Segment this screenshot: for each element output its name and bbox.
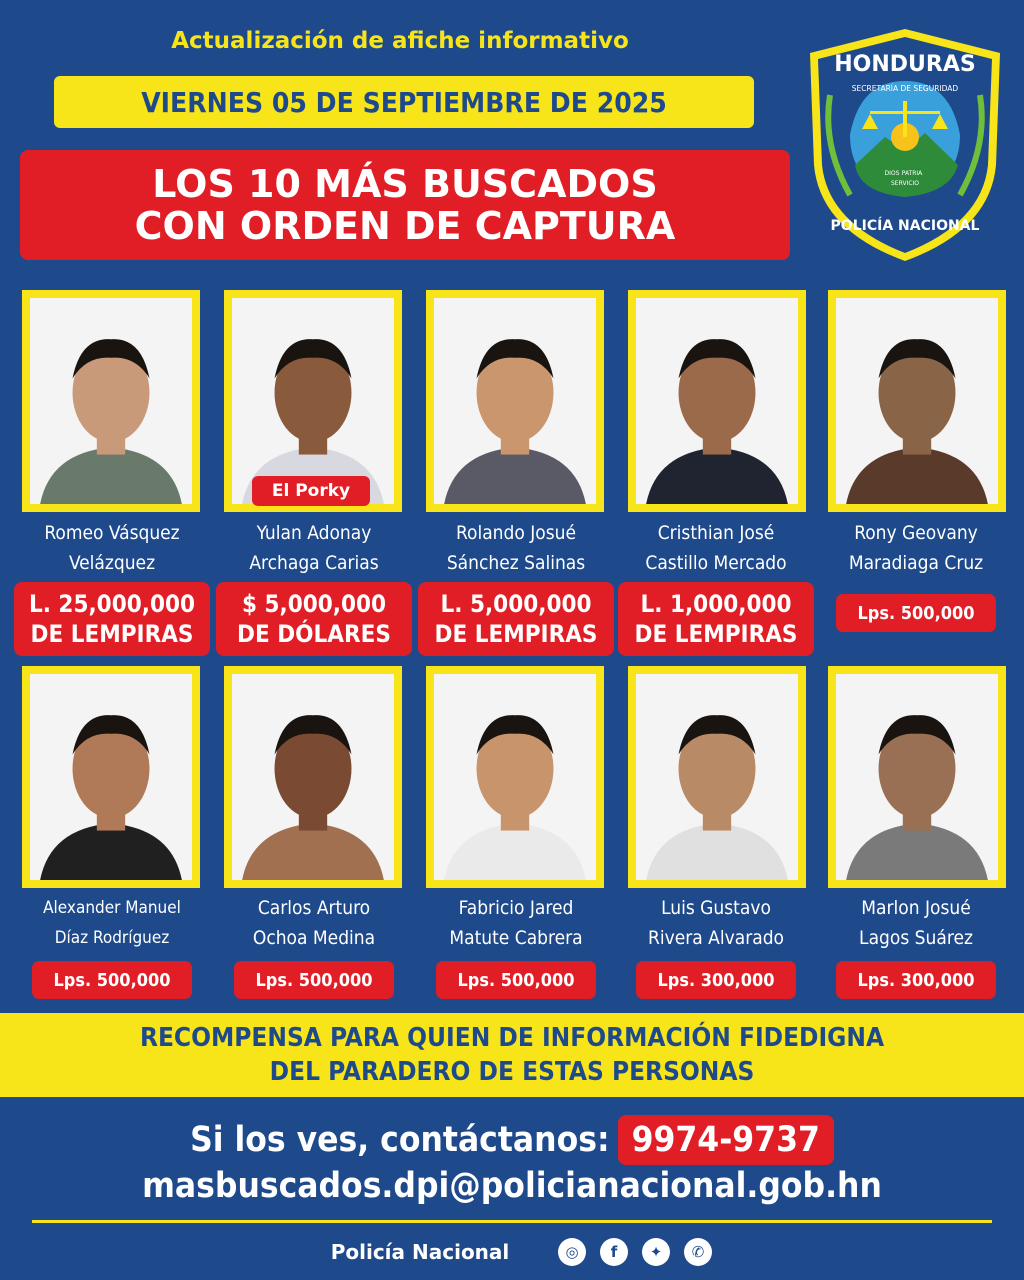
suspect-name-line-2: Archaga Carias — [249, 552, 379, 574]
title-line-2: CON ORDEN DE CAPTURA — [134, 204, 676, 248]
reward-badge: Lps. 500,000 — [32, 961, 192, 999]
suspect-photo-frame[interactable] — [628, 666, 806, 888]
reward-currency: DE DÓLARES — [237, 620, 391, 648]
suspect-name-line-2: Maradiaga Cruz — [848, 552, 984, 574]
instagram-icon[interactable]: ◎ — [558, 1238, 586, 1266]
footer-org-name: Policía Nacional — [330, 1240, 510, 1264]
poster-subtitle: Actualización de afiche informativo — [171, 28, 629, 54]
reward-amount: $ 5,000,000 — [241, 590, 387, 618]
reward-badge: Lps. 300,000 — [836, 961, 996, 999]
footer-divider — [32, 1220, 992, 1223]
suspect-photo-frame[interactable] — [224, 666, 402, 888]
suspect-name-line-1: Yulan Adonay — [256, 522, 372, 544]
suspect-name-line-1: Cristhian José — [657, 522, 775, 544]
badge-country: HONDURAS — [834, 52, 976, 77]
suspect-name — [12, 893, 212, 953]
suspect-name-line-2: Díaz Rodríguez — [54, 928, 170, 948]
suspect-name-line-1: Romeo Vásquez — [44, 522, 180, 544]
reward-badge: Lps. 500,000 — [436, 961, 596, 999]
twitter-icon[interactable]: ✦ — [642, 1238, 670, 1266]
suspect-name — [214, 893, 414, 953]
suspect-name-line-2: Ochoa Medina — [252, 927, 376, 949]
title-banner — [20, 150, 790, 260]
police-badge-logo — [800, 25, 1010, 265]
suspect-photo-frame[interactable] — [426, 290, 604, 512]
suspect-photo-frame[interactable] — [426, 666, 604, 888]
suspect-photo-frame[interactable] — [628, 290, 806, 512]
badge-motto-3: SERVICIO — [891, 180, 919, 187]
suspect-name — [12, 518, 212, 578]
suspect-name-line-2: Matute Cabrera — [449, 927, 583, 949]
badge-motto-1: DIOS — [884, 170, 900, 177]
suspect-name-line-1: Alexander Manuel — [43, 898, 181, 918]
suspect-photo — [232, 674, 394, 880]
suspect-photo-frame[interactable] — [828, 290, 1006, 512]
suspect-name-line-1: Marlon Josué — [861, 897, 971, 919]
suspect-photo-frame[interactable] — [224, 290, 402, 512]
suspect-photo — [434, 298, 596, 504]
suspect-name-line-1: Rolando Josué — [455, 522, 577, 544]
suspect-photo — [636, 674, 798, 880]
suspect-photo — [836, 674, 998, 880]
badge-institution: POLICÍA NACIONAL — [830, 218, 980, 234]
date-banner: VIERNES 05 DE SEPTIEMBRE DE 2025 — [54, 76, 754, 128]
badge-motto-2: PATRIA — [901, 170, 923, 177]
suspect-photo-frame[interactable] — [22, 666, 200, 888]
suspect-photo-frame[interactable] — [22, 290, 200, 512]
contact-line — [0, 1114, 1024, 1166]
suspect-name — [816, 893, 1016, 953]
reward-currency: DE LEMPIRAS — [634, 620, 798, 648]
reward-amount: L. 1,000,000 — [640, 590, 792, 618]
reward-badge — [14, 582, 210, 656]
suspect-name-line-1: Carlos Arturo — [257, 897, 371, 919]
suspect-photo — [30, 298, 192, 504]
suspect-photo — [434, 674, 596, 880]
contact-text: Si los ves, contáctanos: — [190, 1120, 610, 1160]
reward-currency: DE LEMPIRAS — [30, 620, 194, 648]
suspect-photo — [836, 298, 998, 504]
alias-tag: El Porky — [252, 476, 370, 506]
suspect-name-line-2: Castillo Mercado — [645, 552, 787, 574]
reward-line-1: RECOMPENSA PARA QUIEN DE INFORMACIÓN FIDEDIGNA — [139, 1023, 885, 1053]
suspect-photo — [636, 298, 798, 504]
suspect-name — [616, 893, 816, 953]
title-line-1: LOS 10 MÁS BUSCADOS — [152, 162, 658, 206]
suspect-photo — [30, 674, 192, 880]
whatsapp-icon[interactable]: ✆ — [684, 1238, 712, 1266]
suspect-name — [816, 518, 1016, 578]
suspect-name — [616, 518, 816, 578]
phone-number[interactable]: 9974-9737 — [618, 1115, 834, 1165]
reward-amount: L. 5,000,000 — [440, 590, 592, 618]
contact-email[interactable]: masbuscados.dpi@policianacional.gob.hn — [142, 1166, 882, 1206]
suspect-photo-frame[interactable] — [828, 666, 1006, 888]
suspect-photo — [232, 298, 394, 504]
suspect-name-line-2: Rivera Alvarado — [647, 927, 784, 949]
reward-line-2: DEL PARADERO DE ESTAS PERSONAS — [269, 1057, 755, 1087]
reward-amount: L. 25,000,000 — [28, 590, 196, 618]
badge-agency: SECRETARÍA DE SEGURIDAD — [851, 84, 959, 93]
suspect-name-line-1: Fabricio Jared — [458, 897, 574, 919]
reward-badge — [618, 582, 814, 656]
suspect-name — [416, 518, 616, 578]
reward-banner — [0, 1013, 1024, 1097]
suspect-name-line-1: Rony Geovany — [854, 522, 978, 544]
facebook-icon[interactable]: f — [600, 1238, 628, 1266]
reward-badge: Lps. 300,000 — [636, 961, 796, 999]
suspect-name-line-2: Sánchez Salinas — [446, 552, 586, 574]
reward-badge: Lps. 500,000 — [836, 594, 996, 632]
reward-badge — [216, 582, 412, 656]
suspect-name-line-2: Lagos Suárez — [859, 927, 973, 949]
reward-currency: DE LEMPIRAS — [434, 620, 598, 648]
reward-badge: Lps. 500,000 — [234, 961, 394, 999]
suspect-name-line-1: Luis Gustavo — [661, 897, 771, 919]
suspect-name-line-2: Velázquez — [68, 552, 156, 574]
reward-badge — [418, 582, 614, 656]
suspect-name — [416, 893, 616, 953]
suspect-name — [214, 518, 414, 578]
